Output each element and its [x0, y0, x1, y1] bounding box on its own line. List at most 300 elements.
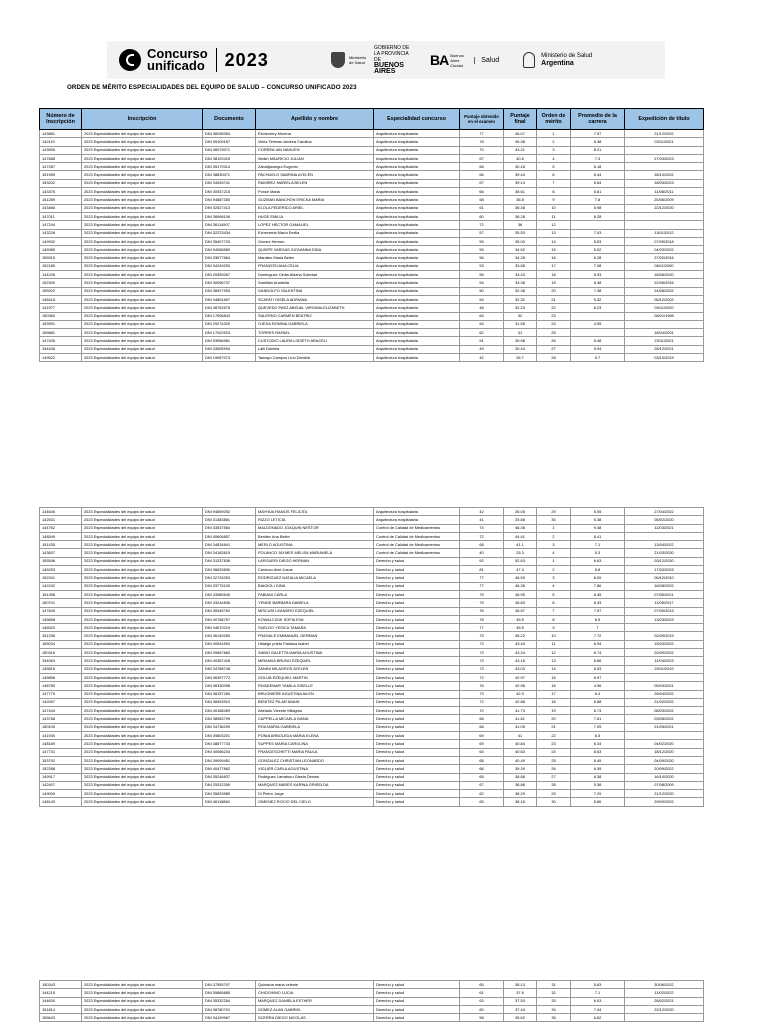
cell-especialidad: Derecho y salud	[374, 715, 460, 723]
table-row	[40, 690, 704, 698]
cell-puntaje-final: 38.29	[504, 790, 537, 798]
cell-inscripcion: 2023 Especialidades del equipo de salud	[82, 640, 203, 648]
cell-puntaje-final: 32	[504, 312, 537, 320]
cell-documento: DNI 31337836	[203, 557, 256, 565]
cell-inscripcion: 2023 Especialidades del equipo de salud	[82, 582, 203, 590]
cell-documento: DNI 36397772	[203, 673, 256, 681]
cell-apellido: FRAGALE EMMANUEL GERMAN	[256, 632, 374, 640]
cell-apellido: Cardozo Ariel Josue	[256, 566, 374, 574]
cell-puntaje-examen: 54	[460, 295, 504, 303]
cell-especialidad: Control de Calidad de Medicamentos	[374, 532, 460, 540]
cell-puntaje-final: 41.73	[504, 707, 537, 715]
cell-documento: DNI 33505994	[203, 345, 256, 353]
cell-promedio: 6.5	[571, 615, 625, 623]
cell-puntaje-final: 40.18	[504, 163, 537, 171]
cell-puntaje-examen: 59	[460, 246, 504, 254]
cell-orden: 25	[537, 329, 571, 337]
cell-puntaje-final: 41.61	[504, 715, 537, 723]
cell-puntaje-examen: 58	[460, 196, 504, 204]
cell-especialidad: Derecho y salud	[374, 599, 460, 607]
cell-expedicion	[625, 673, 704, 681]
table-row	[40, 673, 704, 681]
cell-expedicion: 05/03/2021	[625, 682, 704, 690]
cell-numero: 151398	[40, 590, 82, 598]
cell-especialidad: Derecho y salud	[374, 798, 460, 806]
cell-puntaje-examen: 69	[460, 740, 504, 748]
cell-numero: 144762	[40, 524, 82, 532]
cell-documento: DNI 37555707	[203, 981, 256, 989]
cell-apellido: BIAGIOLI GINA	[256, 582, 374, 590]
cell-especialidad: Arquitectura hospitalaria	[374, 237, 460, 245]
cell-puntaje-final: 42.97	[504, 673, 537, 681]
cell-orden: 17	[537, 690, 571, 698]
cell-orden: 24	[537, 748, 571, 756]
cell-especialidad: Derecho y salud	[374, 997, 460, 1005]
ministry-logo	[523, 52, 592, 68]
cell-expedicion: 03/08/2022	[625, 715, 704, 723]
cell-numero: 143466	[40, 204, 82, 212]
col-header-expedicion: Expedición de título	[625, 109, 704, 130]
cell-expedicion: 04/09/2020	[625, 756, 704, 764]
cell-puntaje-final: 37.53	[504, 997, 537, 1005]
cell-orden: 28	[537, 354, 571, 362]
cell-especialidad: Derecho y salud	[374, 732, 460, 740]
cell-especialidad: Arquitectura hospitalaria	[374, 188, 460, 196]
cell-apellido: Lalli Daniela	[256, 345, 374, 353]
cell-inscripcion: 2023 Especialidades del equipo de salud	[82, 756, 203, 764]
cell-puntaje-examen: 76	[460, 607, 504, 615]
cell-apellido: SABIO GALETTA MARIA AGUSTINA	[256, 649, 374, 657]
cell-orden: 8	[537, 615, 571, 623]
cell-especialidad: Arquitectura hospitalaria	[374, 320, 460, 328]
cell-promedio	[571, 312, 625, 320]
cell-puntaje-examen: 73	[460, 657, 504, 665]
col-header-puntaje-examen: Puntaje obtenido en el examen	[460, 109, 504, 130]
cell-documento: DNI 36114907	[203, 221, 256, 229]
cell-puntaje-examen: 79	[460, 590, 504, 598]
cell-documento: DNI 32726393	[203, 574, 256, 582]
cell-numero: 141930	[40, 732, 82, 740]
cell-promedio: 7.61	[571, 715, 625, 723]
table-row	[40, 130, 704, 138]
cell-orden: 3	[537, 541, 571, 549]
cell-expedicion: 07/05/2021	[625, 590, 704, 598]
cell-puntaje-final: 37.44	[504, 1005, 537, 1013]
cell-promedio: 6.53	[571, 665, 625, 673]
cell-orden: 31	[537, 981, 571, 989]
cell-apellido: POLANCO JAYMES MELISA MARIANELA	[256, 549, 374, 557]
cell-promedio: 7.29	[571, 790, 625, 798]
table-row	[40, 287, 704, 295]
cell-numero: 152185	[40, 262, 82, 270]
cell-especialidad: Arquitectura hospitalaria	[374, 229, 460, 237]
cell-documento: DNI 29274320	[203, 320, 256, 328]
cell-numero: 142057	[40, 698, 82, 706]
cell-apellido: Benitez Ana Belén	[256, 532, 374, 540]
cell-puntaje-final: 45.57	[504, 607, 537, 615]
table-row	[40, 237, 704, 245]
cell-documento: DNI 35332284	[203, 997, 256, 1005]
cell-documento: DNI 38453910	[203, 698, 256, 706]
cell-numero: 148418	[40, 295, 82, 303]
cell-especialidad: Control de Calidad de Medicamentos	[374, 541, 460, 549]
cell-puntaje-examen: 42	[460, 508, 504, 516]
cell-documento: DNI 36633830	[203, 566, 256, 574]
cell-promedio: 5.98	[571, 204, 625, 212]
cell-especialidad: Derecho y salud	[374, 574, 460, 582]
table-row	[40, 599, 704, 607]
cell-documento: DNI 38752675	[203, 304, 256, 312]
cell-especialidad: Arquitectura hospitalaria	[374, 295, 460, 303]
table-row	[40, 246, 704, 254]
ba-city-text: Buenos Aires Ciudad	[450, 52, 464, 68]
cell-numero: 143768	[40, 715, 82, 723]
cell-documento: DNI 34249253	[203, 262, 256, 270]
cell-promedio: 7.86	[571, 582, 625, 590]
cell-puntaje-final: 39.39	[504, 765, 537, 773]
cell-documento: DNI 34736290	[203, 723, 256, 731]
cell-especialidad: Derecho y salud	[374, 590, 460, 598]
cell-orden: 10	[537, 632, 571, 640]
cell-expedicion: 20/11/2019	[625, 665, 704, 673]
cell-puntaje-final: 43.21	[504, 146, 537, 154]
cell-apellido: GOLUB EZEQUIEL MARTIN	[256, 673, 374, 681]
cell-numero: 150360	[40, 312, 82, 320]
cell-orden: 29	[537, 790, 571, 798]
cell-numero: 155922	[40, 287, 82, 295]
table-row	[40, 574, 704, 582]
cell-puntaje-examen: 66	[460, 188, 504, 196]
cell-orden: 5	[537, 163, 571, 171]
cell-numero: 148549	[40, 532, 82, 540]
cell-expedicion: 21/12/2022	[625, 130, 704, 138]
cell-promedio: 7.08	[571, 262, 625, 270]
cell-apellido: ROA MARIA GABRIELA	[256, 723, 374, 731]
cell-numero: 149932	[40, 237, 82, 245]
cell-numero: 143837	[40, 549, 82, 557]
cell-especialidad: Arquitectura hospitalaria	[374, 271, 460, 279]
table-row	[40, 765, 704, 773]
cell-promedio: 7.3	[571, 154, 625, 162]
cell-promedio: 5.66	[571, 798, 625, 806]
cell-puntaje-examen: 72	[460, 698, 504, 706]
ba-city-badge: BA	[430, 52, 449, 68]
cell-especialidad: Derecho y salud	[374, 1005, 460, 1013]
cell-apellido: SUPPES MARIA CAROLINA	[256, 740, 374, 748]
cell-expedicion: 04/02/2020	[625, 740, 704, 748]
cell-puntaje-final: 38.16	[504, 798, 537, 806]
table-row	[40, 732, 704, 740]
cell-orden: 19	[537, 279, 571, 287]
table-row	[40, 756, 704, 764]
cell-apellido: Santillan Anabella	[256, 279, 374, 287]
cell-inscripcion: 2023 Especialidades del equipo de salud	[82, 312, 203, 320]
cell-apellido: LARGUERI DIEGO HERNAN	[256, 557, 374, 565]
cell-orden: 30	[537, 798, 571, 806]
cell-numero: 143226	[40, 229, 82, 237]
cell-documento: DNI 25312359	[203, 781, 256, 789]
cell-numero: 149917	[40, 773, 82, 781]
cell-inscripcion: 2023 Especialidades del equipo de salud	[82, 320, 203, 328]
cell-apellido: Velez Teheran Andrea Carolina	[256, 138, 374, 146]
cell-puntaje-examen: 53	[460, 262, 504, 270]
cell-promedio: 6.38	[571, 279, 625, 287]
cell-expedicion: 02/09/2019	[625, 632, 704, 640]
cell-puntaje-final: 40.8	[504, 154, 537, 162]
cell-apellido: ZANINI MILAGROS AYELEN	[256, 665, 374, 673]
cell-numero: 147649	[40, 607, 82, 615]
cell-numero: 144226	[40, 271, 82, 279]
table-row	[40, 665, 704, 673]
cell-documento: DNI 31383881	[203, 516, 256, 524]
cell-apellido: Walsh MAURICIO JULIAN	[256, 154, 374, 162]
cell-puntaje-final: 45.22	[504, 632, 537, 640]
cell-numero: 154445	[40, 345, 82, 353]
cell-orden: 5	[537, 590, 571, 598]
cell-documento: DNI 29399267	[203, 271, 256, 279]
cell-puntaje-final: 38.61	[504, 188, 537, 196]
cell-puntaje-examen: 77	[460, 624, 504, 632]
cell-especialidad: Derecho y salud	[374, 632, 460, 640]
cell-apellido: QUEVEDO PAEZ ABIGAIL VIRGINIA ELIZABETH	[256, 304, 374, 312]
table-row	[40, 312, 704, 320]
cell-apellido: GONZALEZ CHRISTIAN LEONARDO	[256, 756, 374, 764]
table-row	[40, 516, 704, 524]
cell-promedio: 8.63	[571, 748, 625, 756]
cell-puntaje-final: 35.53	[504, 229, 537, 237]
cell-apellido: Rodriguez Larraburu Gisela Denise	[256, 773, 374, 781]
cell-orden: 35	[537, 1014, 571, 1022]
cell-promedio: 5.32	[571, 295, 625, 303]
cell-documento: DNI 30996737	[203, 279, 256, 287]
cell-expedicion: 18/06/2020	[625, 271, 704, 279]
cell-especialidad: Arquitectura hospitalaria	[374, 154, 460, 162]
cell-inscripcion: 2023 Especialidades del equipo de salud	[82, 163, 203, 171]
cell-orden: 2	[537, 532, 571, 540]
cell-puntaje-final: 32.32	[504, 295, 537, 303]
cell-puntaje-examen: 61	[460, 204, 504, 212]
cell-inscripcion: 2023 Especialidades del equipo de salud	[82, 574, 203, 582]
cell-puntaje-examen: 64	[460, 312, 504, 320]
cell-numero: 152300	[40, 279, 82, 287]
table-header-row	[40, 109, 704, 130]
cell-numero: 143376	[40, 188, 82, 196]
cell-puntaje-examen: 64	[460, 748, 504, 756]
logo-year: 2023	[224, 49, 269, 70]
cell-orden: 28	[537, 781, 571, 789]
cell-apellido: SUELDO YESICA TAMARA	[256, 624, 374, 632]
cell-puntaje-final: 35.62	[504, 1014, 537, 1022]
cell-numero: 149009	[40, 790, 82, 798]
cell-especialidad: Arquitectura hospitalaria	[374, 354, 460, 362]
cell-promedio: 6.73	[571, 707, 625, 715]
cell-puntaje-final: 38.13	[504, 981, 537, 989]
merit-table-section-3	[39, 980, 704, 1022]
cell-puntaje-examen: 72	[460, 221, 504, 229]
cell-apellido: Ponce Maria	[256, 188, 374, 196]
cell-inscripcion: 2023 Especialidades del equipo de salud	[82, 624, 203, 632]
cell-apellido: Hidalgo prieto Fabiana Isabel	[256, 640, 374, 648]
cell-documento: DNI 95109167	[203, 138, 256, 146]
cell-puntaje-examen: 76	[460, 682, 504, 690]
cell-apellido: QUISPE VARGAS GIOVANNA DIDA	[256, 246, 374, 254]
cell-promedio: 6.03	[571, 997, 625, 1005]
cell-expedicion	[625, 532, 704, 540]
col-header-documento: Documento	[203, 109, 256, 130]
cell-especialidad: Derecho y salud	[374, 582, 460, 590]
cell-orden: 20	[537, 287, 571, 295]
cell-expedicion	[625, 320, 704, 328]
cell-expedicion: 18/12/2020	[625, 748, 704, 756]
cell-especialidad: Arquitectura hospitalaria	[374, 246, 460, 254]
cell-inscripcion: 2023 Especialidades del equipo de salud	[82, 204, 203, 212]
cell-apellido: Gomez Hernan	[256, 237, 374, 245]
cell-orden: 33	[537, 997, 571, 1005]
cell-expedicion: 29/09/2022	[625, 798, 704, 806]
cell-inscripcion: 2023 Especialidades del equipo de salud	[82, 130, 203, 138]
cell-inscripcion: 2023 Especialidades del equipo de salud	[82, 271, 203, 279]
col-header-inscripcion: Inscripción	[82, 109, 203, 130]
cell-puntaje-examen: 54	[460, 279, 504, 287]
cell-orden: 26	[537, 765, 571, 773]
cell-documento: DNI 17506843	[203, 312, 256, 320]
cell-numero: 150100	[40, 723, 82, 731]
cell-inscripcion: 2023 Especialidades del equipo de salud	[82, 615, 203, 623]
cell-inscripcion: 2023 Especialidades del equipo de salud	[82, 698, 203, 706]
cell-inscripcion: 2023 Especialidades del equipo de salud	[82, 237, 203, 245]
cell-orden: 3	[537, 146, 571, 154]
cell-documento: DNI 38129415	[203, 154, 256, 162]
cell-numero: 143881	[40, 130, 82, 138]
cell-numero: 142531	[40, 516, 82, 524]
table-row	[40, 524, 704, 532]
cell-inscripcion: 2023 Especialidades del equipo de salud	[82, 790, 203, 798]
cell-promedio: 5.38	[571, 516, 625, 524]
cell-documento: DNI 40544594	[203, 640, 256, 648]
cell-expedicion: 06/11/2000	[625, 262, 704, 270]
cell-especialidad: Derecho y salud	[374, 765, 460, 773]
cell-puntaje-final: 45.5	[504, 624, 537, 632]
cell-expedicion	[625, 212, 704, 220]
cell-especialidad: Arquitectura hospitalaria	[374, 212, 460, 220]
cell-expedicion: 27/04/2022	[625, 508, 704, 516]
cell-puntaje-final: 33.58	[504, 262, 537, 270]
concurso-unificado-logo	[107, 41, 309, 79]
table-row	[40, 146, 704, 154]
cell-puntaje-examen: 65	[460, 773, 504, 781]
cell-orden: 11	[537, 640, 571, 648]
cell-especialidad: Control de Calidad de Medicamentos	[374, 524, 460, 532]
cell-inscripcion: 2023 Especialidades del equipo de salud	[82, 254, 203, 262]
cell-apellido: Abelado Vicente Milagros	[256, 707, 374, 715]
cell-expedicion: 21/03/2020	[625, 549, 704, 557]
cell-puntaje-final: 38.88	[504, 773, 537, 781]
cell-apellido: PONIA ARBOLEDA MARIA ELENA	[256, 732, 374, 740]
cell-promedio: 7.03	[571, 229, 625, 237]
cell-puntaje-final: 41	[504, 732, 537, 740]
cell-puntaje-final: 25.88	[504, 516, 537, 524]
cell-puntaje-examen: 73	[460, 690, 504, 698]
cell-documento: DNI 33775100	[203, 582, 256, 590]
cell-puntaje-examen: 73	[460, 665, 504, 673]
cell-promedio: 6.45	[571, 590, 625, 598]
cell-promedio: 6.4	[571, 690, 625, 698]
cell-documento: DNI 38157280	[203, 690, 256, 698]
cell-promedio: 6.28	[571, 212, 625, 220]
cell-especialidad: Arquitectura hospitalaria	[374, 262, 460, 270]
cell-numero: 147011	[40, 212, 82, 220]
cell-documento: DNI 34891697	[203, 295, 256, 303]
cell-inscripcion: 2023 Especialidades del equipo de salud	[82, 138, 203, 146]
table-row	[40, 221, 704, 229]
cell-numero: 141977	[40, 304, 82, 312]
cell-puntaje-examen: 67	[460, 154, 504, 162]
cell-documento: DNI 32223434	[203, 229, 256, 237]
cell-orden: 1	[537, 130, 571, 138]
table-row	[40, 295, 704, 303]
cell-apellido: SALERNO CARMEN BEATRIZ	[256, 312, 374, 320]
cell-expedicion: 11/02/2022	[625, 989, 704, 997]
cell-expedicion: 13/03/2023	[625, 615, 704, 623]
cell-inscripcion: 2023 Especialidades del equipo de salud	[82, 989, 203, 997]
cell-numero: 145985	[40, 246, 82, 254]
table-row	[40, 566, 704, 574]
cell-puntaje-final: 39.14	[504, 179, 537, 187]
ba-salud-label: Salud	[474, 57, 499, 64]
cell-especialidad: Control de Calidad de Medicamentos	[374, 549, 460, 557]
cell-apellido: CAPPELLA MICAELA IVANA	[256, 715, 374, 723]
ba-gov-line1: GOBIERNO DE LA PROVINCIA DE	[374, 45, 410, 63]
cell-puntaje-final: 33.38	[504, 279, 537, 287]
cell-inscripcion: 2023 Especialidades del equipo de salud	[82, 1005, 203, 1013]
cell-orden: 2	[537, 566, 571, 574]
cell-inscripcion: 2023 Especialidades del equipo de salud	[82, 715, 203, 723]
cell-documento: DNI 40477662	[203, 765, 256, 773]
cell-expedicion: 06/12/2010	[625, 574, 704, 582]
cell-apellido: MARQUEZ DANIELA ESTHER	[256, 997, 374, 1005]
cell-puntaje-examen: 66	[460, 765, 504, 773]
cell-especialidad: Arquitectura hospitalaria	[374, 345, 460, 353]
cell-documento: DNI 35345762	[203, 607, 256, 615]
cell-inscripcion: 2023 Especialidades del equipo de salud	[82, 665, 203, 673]
cell-especialidad: Derecho y salud	[374, 649, 460, 657]
cell-documento: DNI 94659092	[203, 508, 256, 516]
cell-orden: 12	[537, 221, 571, 229]
cell-documento: DNI 35865885	[203, 989, 256, 997]
col-header-orden: Orden de mérito	[537, 109, 571, 130]
cell-promedio: 6.97	[571, 673, 625, 681]
cell-expedicion: 13/04/2022	[625, 541, 704, 549]
cell-expedicion: 07/09/2018	[625, 237, 704, 245]
table-row	[40, 707, 704, 715]
cell-numero: 153792	[40, 756, 82, 764]
cell-expedicion: 16/08/2022	[625, 582, 704, 590]
cell-puntaje-examen: 58	[460, 1014, 504, 1022]
table-row	[40, 1005, 704, 1013]
cell-documento: DNI 33677664	[203, 254, 256, 262]
cell-numero: 153991	[40, 320, 82, 328]
cell-orden: 16	[537, 682, 571, 690]
cell-puntaje-final: 46.59	[504, 574, 537, 582]
cell-puntaje-examen: 78	[460, 138, 504, 146]
cell-inscripcion: 2023 Especialidades del equipo de salud	[82, 997, 203, 1005]
cell-especialidad: Arquitectura hospitalaria	[374, 287, 460, 295]
cell-puntaje-final: 36	[504, 221, 537, 229]
cell-inscripcion: 2023 Especialidades del equipo de salud	[82, 337, 203, 345]
cell-puntaje-final: 46.36	[504, 582, 537, 590]
cell-expedicion: 18/10/2022	[625, 171, 704, 179]
cell-puntaje-examen: 79	[460, 599, 504, 607]
